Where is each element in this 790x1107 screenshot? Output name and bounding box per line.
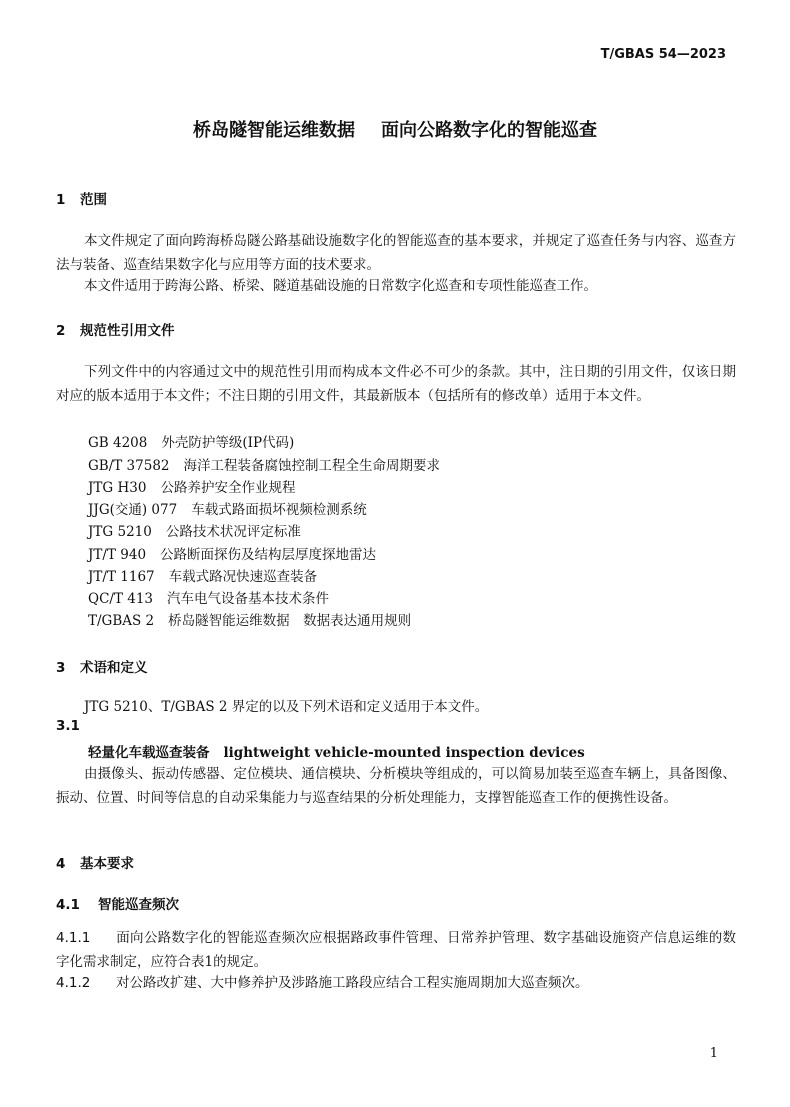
reference-item (88, 476, 295, 496)
clause-text: 对公路改扩建、大中修养护及涉路施工路段应结合工程实施周期加大巡查频次。 (116, 975, 589, 991)
reference-item (88, 543, 376, 563)
reference-code: JTG 5210 (88, 524, 152, 540)
section-4-heading (56, 852, 134, 872)
reference-code: QC/T 413 (88, 591, 154, 607)
reference-title: 海洋工程装备腐蚀控制工程全生命周期要求 (183, 458, 440, 474)
reference-item (88, 431, 294, 451)
term-english: lightweight vehicle-mounted inspection devices (223, 745, 585, 761)
section-title: 基本要求 (80, 856, 134, 872)
section-number: 3 (56, 660, 66, 676)
section-2-heading (56, 319, 175, 339)
reference-item (88, 520, 301, 540)
page-title (0, 116, 790, 142)
clause-4-1-1 (56, 926, 736, 974)
subsection-4-1-heading (56, 893, 179, 913)
reference-title: 公路技术状况评定标准 (165, 524, 301, 540)
reference-item (88, 587, 329, 607)
reference-item (88, 609, 411, 629)
reference-code: JJG(交通) 077 (88, 502, 178, 518)
section-3-heading (56, 656, 148, 676)
reference-code: GB/T 37582 (88, 458, 170, 474)
scope-paragraph-1: 本文件规定了面向跨海桥岛隧公路基础设施数字化的智能巡查的基本要求，并规定了巡查任务与内容、巡查方法与装备、巡查结果数字化与应用等方面的技术要求。 (56, 233, 736, 273)
clause-text: 面向公路数字化的智能巡查频次应根据路政事件管理、日常养护管理、数字基础设施资产信息运维的数字化需求制定，应符合表1的规定。 (56, 930, 736, 970)
reference-title: 公路养护安全作业规程 (160, 480, 296, 496)
reference-title: 车载式路面损坏视频检测系统 (191, 502, 367, 518)
reference-code: JT/T 1167 (88, 569, 155, 585)
section-title: 规范性引用文件 (80, 323, 175, 339)
section-number: 2 (56, 323, 66, 339)
term-heading (88, 741, 585, 761)
reference-item (88, 565, 317, 585)
section-title: 术语和定义 (80, 660, 148, 676)
reference-title: 外壳防护等级(IP代码) (161, 435, 295, 451)
reference-title: 公路断面探伤及结构层厚度探地雷达 (160, 547, 377, 563)
reference-title: 桥岛隧智能运维数据 数据表达通用规则 (168, 613, 412, 629)
section-number: 4 (56, 856, 66, 872)
term-definition: 由摄像头、振动传感器、定位模块、通信模块、分析模块等组成的，可以简易加装至巡查车辆上，具备图像、振动、位置、时间等信息的自动采集能力与巡查结果的分析处理能力，支撑智能巡查工作的便携性设备。 (56, 766, 736, 806)
terms-intro-paragraph: JTG 5210、T/GBAS 2 界定的以及下列术语和定义适用于本文件。 (84, 699, 489, 715)
term-number: 3.1 (56, 718, 80, 734)
title-part-2: 面向公路数字化的智能巡查 (381, 120, 597, 141)
normative-references-paragraph: 下列文件中的内容通过文中的规范性引用而构成本文件必不可少的条款。其中，注日期的引用文件，仅该日期对应的版本适用于本文件；不注日期的引用文件，其最新版本（包括所有的修改单）适用于本文件。 (56, 364, 736, 404)
section-1-heading (56, 188, 107, 208)
section-number: 1 (56, 192, 66, 208)
page-number: 1 (709, 1046, 718, 1061)
clause-number: 4.1.1 (56, 930, 91, 946)
scope-paragraph-2: 本文件适用于跨海公路、桥梁、隧道基础设施的日常数字化巡查和专项性能巡查工作。 (84, 278, 597, 294)
section-title: 范围 (80, 192, 107, 208)
clause-number: 4.1.2 (56, 975, 91, 991)
document-number: T/GBAS 54—2023 (600, 47, 726, 62)
title-part-1: 桥岛隧智能运维数据 (193, 120, 355, 141)
reference-item (88, 498, 367, 518)
subsection-title: 智能巡查频次 (98, 897, 179, 913)
reference-code: T/GBAS 2 (88, 613, 155, 629)
reference-code: JTG H30 (88, 480, 147, 496)
reference-title: 车载式路况快速巡查装备 (168, 569, 318, 585)
subsection-number: 4.1 (56, 897, 80, 913)
reference-title: 汽车电气设备基本技术条件 (167, 591, 330, 607)
reference-code: JT/T 940 (88, 547, 147, 563)
reference-item (88, 454, 440, 474)
term-chinese: 轻量化车载巡查装备 (88, 745, 210, 761)
reference-code: GB 4208 (88, 435, 148, 451)
clause-4-1-2 (56, 971, 736, 995)
